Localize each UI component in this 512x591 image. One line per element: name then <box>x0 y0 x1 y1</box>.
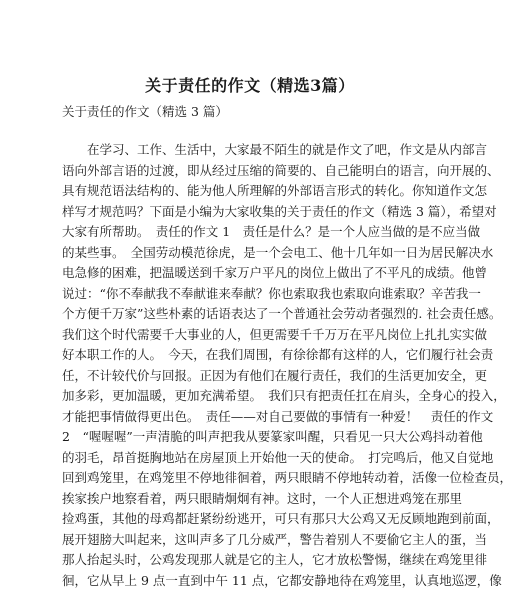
body-line: 的羽毛，昂首挺胸地站在房屋顶上开始他一天的使命。 打完鸣后，他又自觉地 <box>62 448 442 469</box>
body-line: 2 “喔喔喔”一声清脆的叫声把我从要篆家叫醒，只看见一只大公鸡抖动着他 <box>62 427 442 448</box>
body-line: 在学习、工作、生活中，大家最不陌生的就是作文了吧，作文是从内部言 <box>62 140 442 161</box>
body-line: 捡鸡蛋，其他的母鸡都赶紧纷纷逃开，可只有那只大公鸡又无反顾地跑到前面， <box>62 509 442 530</box>
body-line: 展开翅膀大叫起来，这叫声多了几分威严，警告着别人不要偷它主人的蛋，当 <box>62 530 442 551</box>
body-line: 回到鸡笼里，在鸡笼里不停地徘徊着，两只眼睛不停地转动着，活像一位检查员， <box>62 468 442 489</box>
body-line: 我们这个时代需要千大事业的人，但更需要千千万万在平凡岗位上扎扎实实做 <box>62 325 442 346</box>
body-line: 好本职工作的人。 今天，在我们周围，有徐徐都有这样的人，它们履行社会责 <box>62 345 442 366</box>
body-line: 样写才规范吗？下面是小编为大家收集的关于责任的作文（精选 3 篇），希望对 <box>62 202 442 223</box>
body-line: 具有规范语法结构的、能为他人所理解的外部语言形式的转化。你知道作文怎 <box>62 181 442 202</box>
body-line: 个方便千万家”这些朴素的话语表达了一个普通社会劳动者强烈的. 社会责任感。 <box>62 304 442 325</box>
body-line: 的某些事。 全国劳动模范徐虎，是一个会电工、他十几年如一日为居民解决水 <box>62 243 442 264</box>
body-line: 徊，它从早上 9 点一直到中午 11 点，它都安静地待在鸡笼里，认真地巡逻，像 <box>62 571 442 591</box>
body-line: 语向外部言语的过渡，即从经过压缩的简要的、自己能明白的语言，向开展的、 <box>62 161 442 182</box>
document-title: 关于责任的作文（精选3篇） <box>0 76 500 96</box>
document-subtitle: 关于责任的作文（精选 3 篇） <box>62 104 228 120</box>
body-line: 加多彩，更加温暖，更加充满希望。 我们只有把责任扛在肩头，全身心的投入， <box>62 386 442 407</box>
document-body <box>62 140 442 591</box>
body-line: 任，不计较代价与回报。正因为有他们在履行责任，我们的生活更加安全，更 <box>62 366 442 387</box>
body-line: 说过：“你不奉献我不奉献谁来奉献？你也索取我也索取向谁索取？辛苦我一 <box>62 284 442 305</box>
body-line: 大家有所帮助。 责任的作文 1 责任是什么？是一个人应当做的是不应当做 <box>62 222 442 243</box>
body-line: 挨家挨户地察看着，两只眼睛炯炯有神。这时，一个人正想进鸡笼在那里 <box>62 489 442 510</box>
body-line: 电急修的困难，把温暖送到千家万户平凡的岗位上做出了不平凡的成绩。他曾 <box>62 263 442 284</box>
body-line: 那人抬起头时，公鸡发现那人就是它的主人，它才放松警惕，继续在鸡笼里徘 <box>62 550 442 571</box>
body-line: 才能把事情做得更出色。 责任——对自己要做的事情有一种爱！ 责任的作文 <box>62 407 442 428</box>
